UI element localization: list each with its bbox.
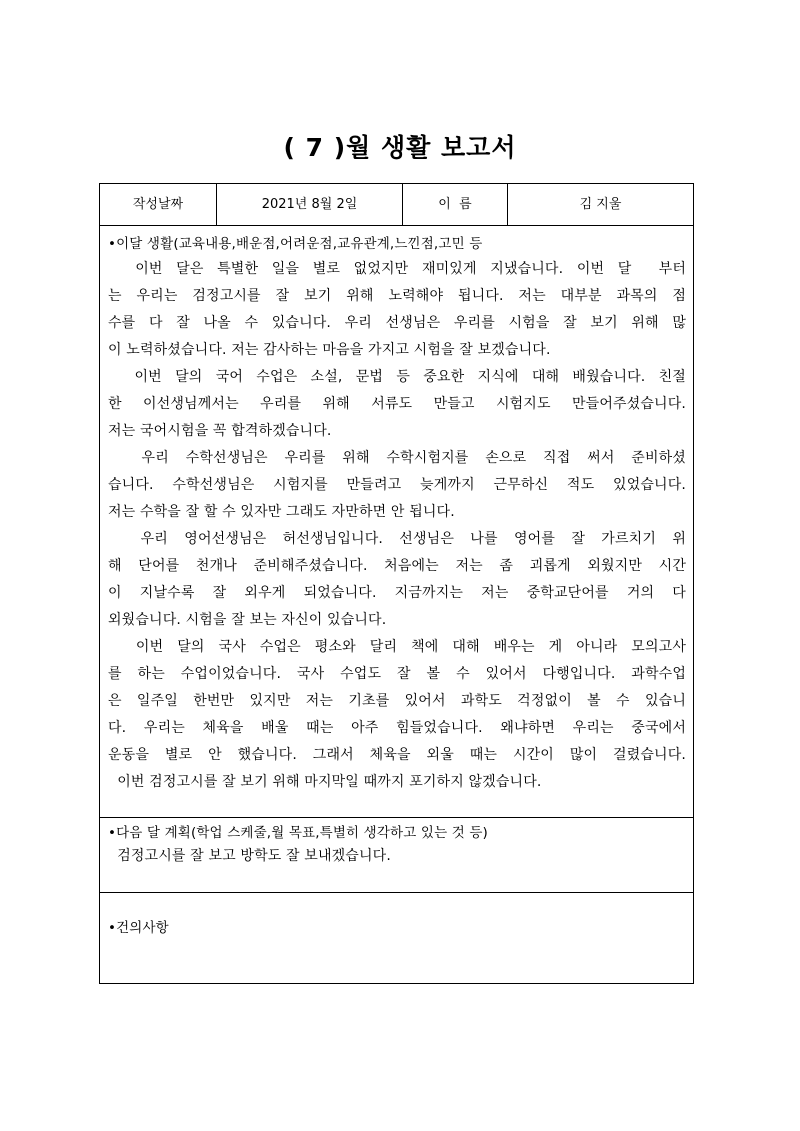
body-line: 수를 다 잘 나올 수 있습니다. 우리 선생님은 우리를 시험을 잘 보기 위해 많 [108, 315, 686, 331]
body-line: 이번 달의 국어 수업은 소설, 문법 등 중요한 지식에 대해 배웠습니다. 친절 [108, 369, 686, 385]
body-line: 이번 달은 특별한 일을 별로 없었지만 재미있게 지냈습니다. 이번 달 부터 [108, 261, 686, 277]
next-month-plan-body: 검정고시를 잘 보고 방학도 잘 보내겠습니다. [108, 848, 391, 864]
body-line: 이번 달의 국사 수업은 평소와 달리 책에 대해 배우는 게 아니라 모의고사 [108, 639, 686, 655]
next-month-plan-heading: •다음 달 계획(학업 스케줄,월 목표,특별히 생각하고 있는 것 등) [108, 825, 488, 841]
monthly-life-section [100, 225, 693, 818]
body-line: 외웠습니다. 시험을 잘 보는 자신이 있습니다. [108, 612, 387, 628]
body-line: 이 지날수록 잘 외우게 되었습니다. 지금까지는 저는 중학교단어를 거의 다 [108, 585, 686, 601]
body-line: 은 일주일 한번만 있지만 저는 기초를 있어서 과학도 걱정없이 볼 수 있습니 [108, 693, 686, 709]
body-line: 우리 영어선생님은 허선생님입니다. 선생님은 나를 영어를 잘 가르치기 위 [108, 531, 686, 547]
body-line: 를 하는 수업이었습니다. 국사 수업도 잘 볼 수 있어서 다행입니다. 과학수업 [108, 666, 686, 682]
name-value: 김 지울 [579, 197, 622, 212]
body-line: 운동을 별로 안 했습니다. 그래서 체육을 외울 때는 시간이 많이 걸렸습니다. [108, 747, 686, 763]
suggestions-section [100, 892, 693, 983]
suggestions-heading: •건의사항 [108, 920, 169, 936]
body-line: 다. 우리는 체육을 배울 때는 아주 힘들었습니다. 왜냐하면 우리는 중국에서 [108, 720, 686, 736]
body-line: 한 이선생님께서는 우리를 위해 서류도 만들고 시험지도 만들어주셨습니다. [108, 396, 686, 412]
date-value: 2021년 8월 2일 [217, 184, 403, 225]
body-line: 는 우리는 검정고시를 잘 보기 위해 노력해야 됩니다. 저는 대부분 과목의 점 [108, 288, 686, 304]
name-label: 이 름 [403, 184, 508, 225]
body-line: 저는 국어시험을 꼭 합격하겠습니다. [108, 423, 332, 439]
report-form [99, 183, 694, 984]
header-row [100, 184, 693, 226]
page-title: ( 7 )월 생활 보고서 [283, 133, 517, 162]
body-line: 해 단어를 천개나 준비해주셨습니다. 처음에는 저는 좀 괴롭게 외웠지만 시간 [108, 558, 686, 574]
next-month-plan-section [100, 817, 693, 893]
body-line: 저는 수학을 잘 할 수 있자만 그래도 자만하면 안 됩니다. [108, 504, 455, 520]
body-line: 습니다. 수학선생님은 시험지를 만들려고 늦게까지 근무하신 적도 있었습니다. [108, 477, 686, 493]
body-line: 이번 검정고시를 잘 보기 위해 마지막일 때까지 포기하지 않겠습니다. [108, 774, 542, 790]
body-line: 우리 수학선생님은 우리를 위해 수학시험지를 손으로 직접 써서 준비하셨 [108, 450, 686, 466]
date-label: 작성날짜 [100, 184, 217, 225]
monthly-life-heading: •이달 생활(교육내용,배운점,어려운점,교유관계,느낀점,고민 등 [108, 236, 483, 252]
body-line: 이 노력하셨습니다. 저는 감사하는 마음을 가지고 시험을 잘 보겠습니다. [108, 342, 551, 358]
